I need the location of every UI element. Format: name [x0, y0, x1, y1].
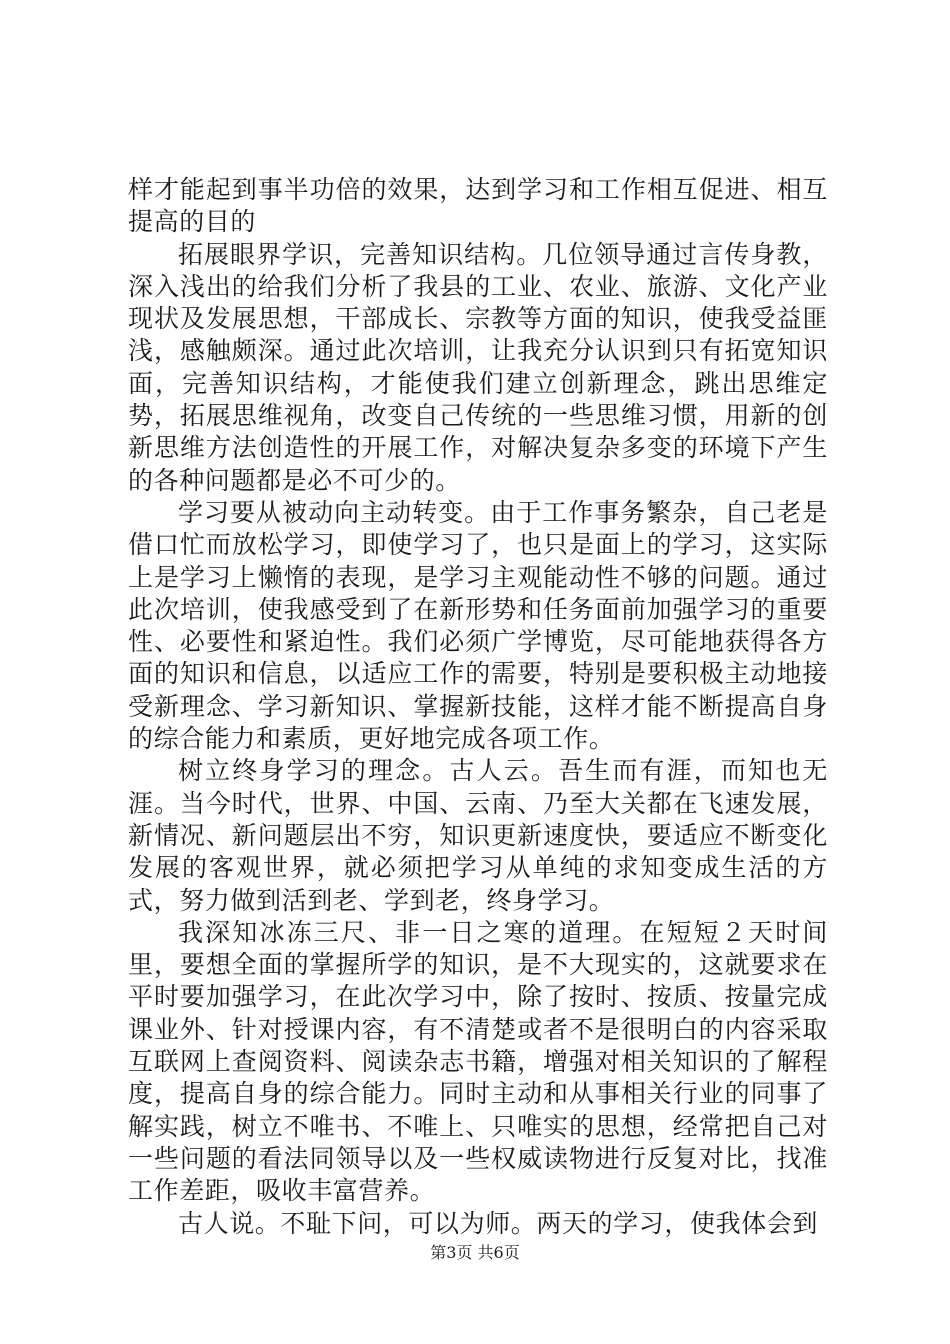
paragraph-active-learning: 学习要从被动向主动转变。由于工作事务繁杂，自己老是借口忙而放松学习，即使学习了，也只是面上的学习，这实际上是学习上懒惰的表现，是学习主观能动性不够的问题。通过此次培训，使我感受到了在新形势和任务面前加强学习的重要性、必要性和紧迫性。我们必须广学博览，尽可能地获得各方面的知识和信息，以适应工作的需要，特别是要积极主动地接受新理念、学习新知识、掌握新技能，这样才能不断提高自身的综合能力和素质，更好地完成各项工作。	[128, 497, 828, 754]
page-number-footer: 第3页 共6页	[430, 1243, 520, 1262]
paragraph-broaden-horizons: 拓展眼界学识，完善知识结构。几位领导通过言传身教，深入浅出的给我们分析了我县的工业、农业、旅游、文化产业现状及发展思想，干部成长、宗教等方面的知识，使我受益匪浅，感触颇深。通过此次培训，让我充分认识到只有拓宽知识面，完善知识结构，才能使我们建立创新理念，跳出思维定势，拓展思维视角，改变自己传统的一些思维习惯，用新的创新思维方法创造性的开展工作，对解决复杂多变的环境下产生的各种问题都是必不可少的。	[128, 239, 828, 495]
paragraph-lifelong-learning: 树立终身学习的理念。古人云。吾生而有涯，而知也无涯。当今时代，世界、中国、云南、乃至大关都在飞速发展，新情况、新问题层出不穷，知识更新速度快，要适应不断变化发展的客观世界，就必须把学习从单纯的求知变成生活的方式，努力做到活到老、学到老，终身学习。	[128, 756, 828, 915]
paragraph-daily-study: 我深知冰冻三尺、非一日之寒的道理。在短短２天时间里，要想全面的掌握所学的知识，是不大现实的，这就要求在平时要加强学习，在此次学习中，除了按时、按质、按量完成课业外、针对授课内容，有不清楚或者不是很明白的内容采取互联网上查阅资料、阅读杂志书籍，增强对相关知识的了解程度，提高自身的综合能力。同时主动和从事相关行业的同事了解实践，树立不唯书、不唯上、只唯实的思想，经常把自己对一些问题的看法同领导以及一些权威读物进行反复对比，找准工作差距，吸收丰富营养。	[128, 917, 828, 1206]
paragraph-continuation: 样才能起到事半功倍的效果，达到学习和工作相互促进、相互提高的目的	[128, 175, 828, 237]
paragraph-ask-humbly: 古人说。不耻下问，可以为师。两天的学习，使我体会到	[178, 1208, 819, 1238]
document-body	[128, 174, 828, 1240]
